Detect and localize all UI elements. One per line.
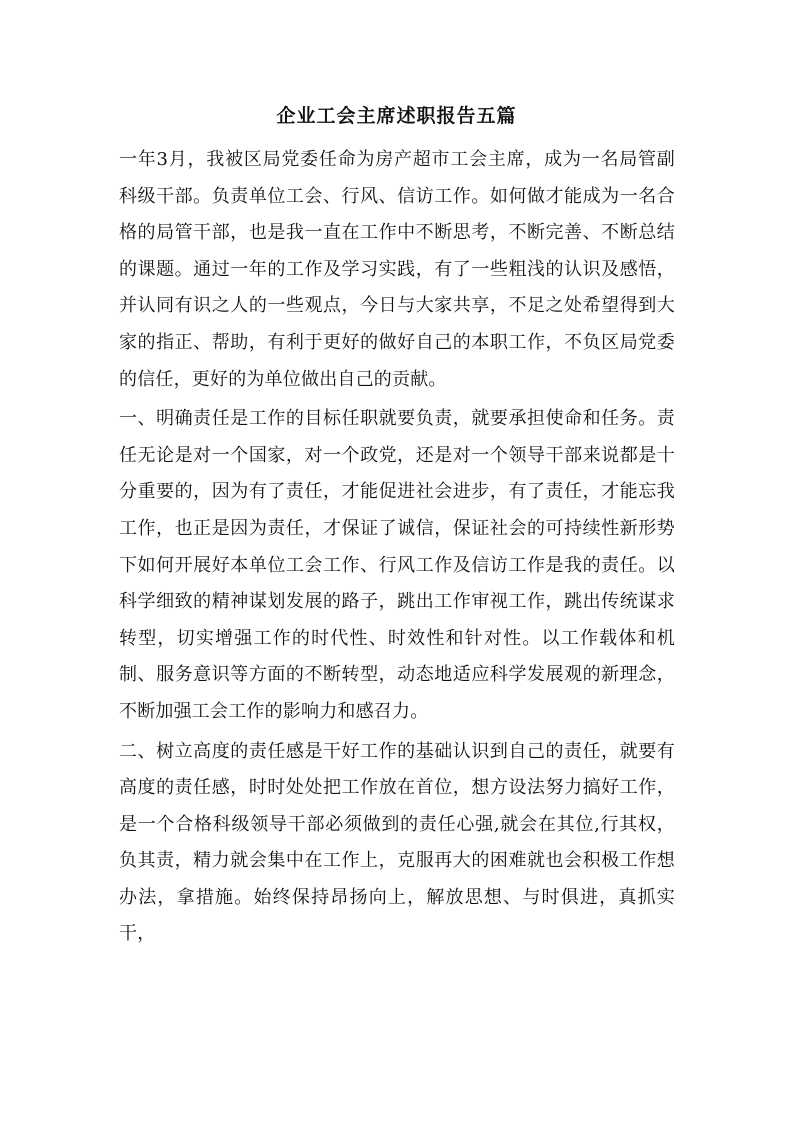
- paragraph-section-one: 一、明确责任是工作的目标任职就要负责，就要承担使命和任务。责任无论是对一个国家，对一个政党，还是对一个领导干部来说都是十分重要的，因为有了责任，才能促进社会进步，有了责任，才能忘我工作，也正是因为责任，才保证了诚信，保证社会的可持续性新形势下如何开展好本单位工会工作、行风工作及信访工作是我的责任。以科学细致的精神谋划发展的路子，跳出工作审视工作，跳出传统谋求转型，切实增强工作的时代性、时效性和针对性。以工作载体和机制、服务意识等方面的不断转型，动态地适应科学发展观的新理念，不断加强工会工作的影响力和感召力。: [119, 408, 675, 722]
- paragraph-section-two: 二、树立高度的责任感是干好工作的基础认识到自己的责任，就要有高度的责任感，时时处处把工作放在首位，想方设法努力搞好工作，是一个合格科级领导干部必须做到的责任心强,就会在其位,行其权，负其责，精力就会集中在工作上，克服再大的困难就也会积极工作想办法，拿措施。始终保持昂扬向上，解放思想、与时俱进，真抓实干，: [119, 740, 675, 945]
- document-title: 企业工会主席述职报告五篇: [276, 105, 517, 127]
- document-body: [119, 142, 675, 956]
- paragraph-intro: 一年3月，我被区局党委任命为房产超市工会主席，成为一名局管副科级干部。负责单位工会、行风、信访工作。如何做才能成为一名合格的局管干部，也是我一直在工作中不断思考，不断完善、不断总结的课题。通过一年的工作及学习实践，有了一些粗浅的认识及感悟，并认同有识之人的一些观点，今日与大家共享，不足之处希望得到大家的指正、帮助，有利于更好的做好自己的本职工作，不负区局党委的信任，更好的为单位做出自己的贡献。: [119, 149, 675, 390]
